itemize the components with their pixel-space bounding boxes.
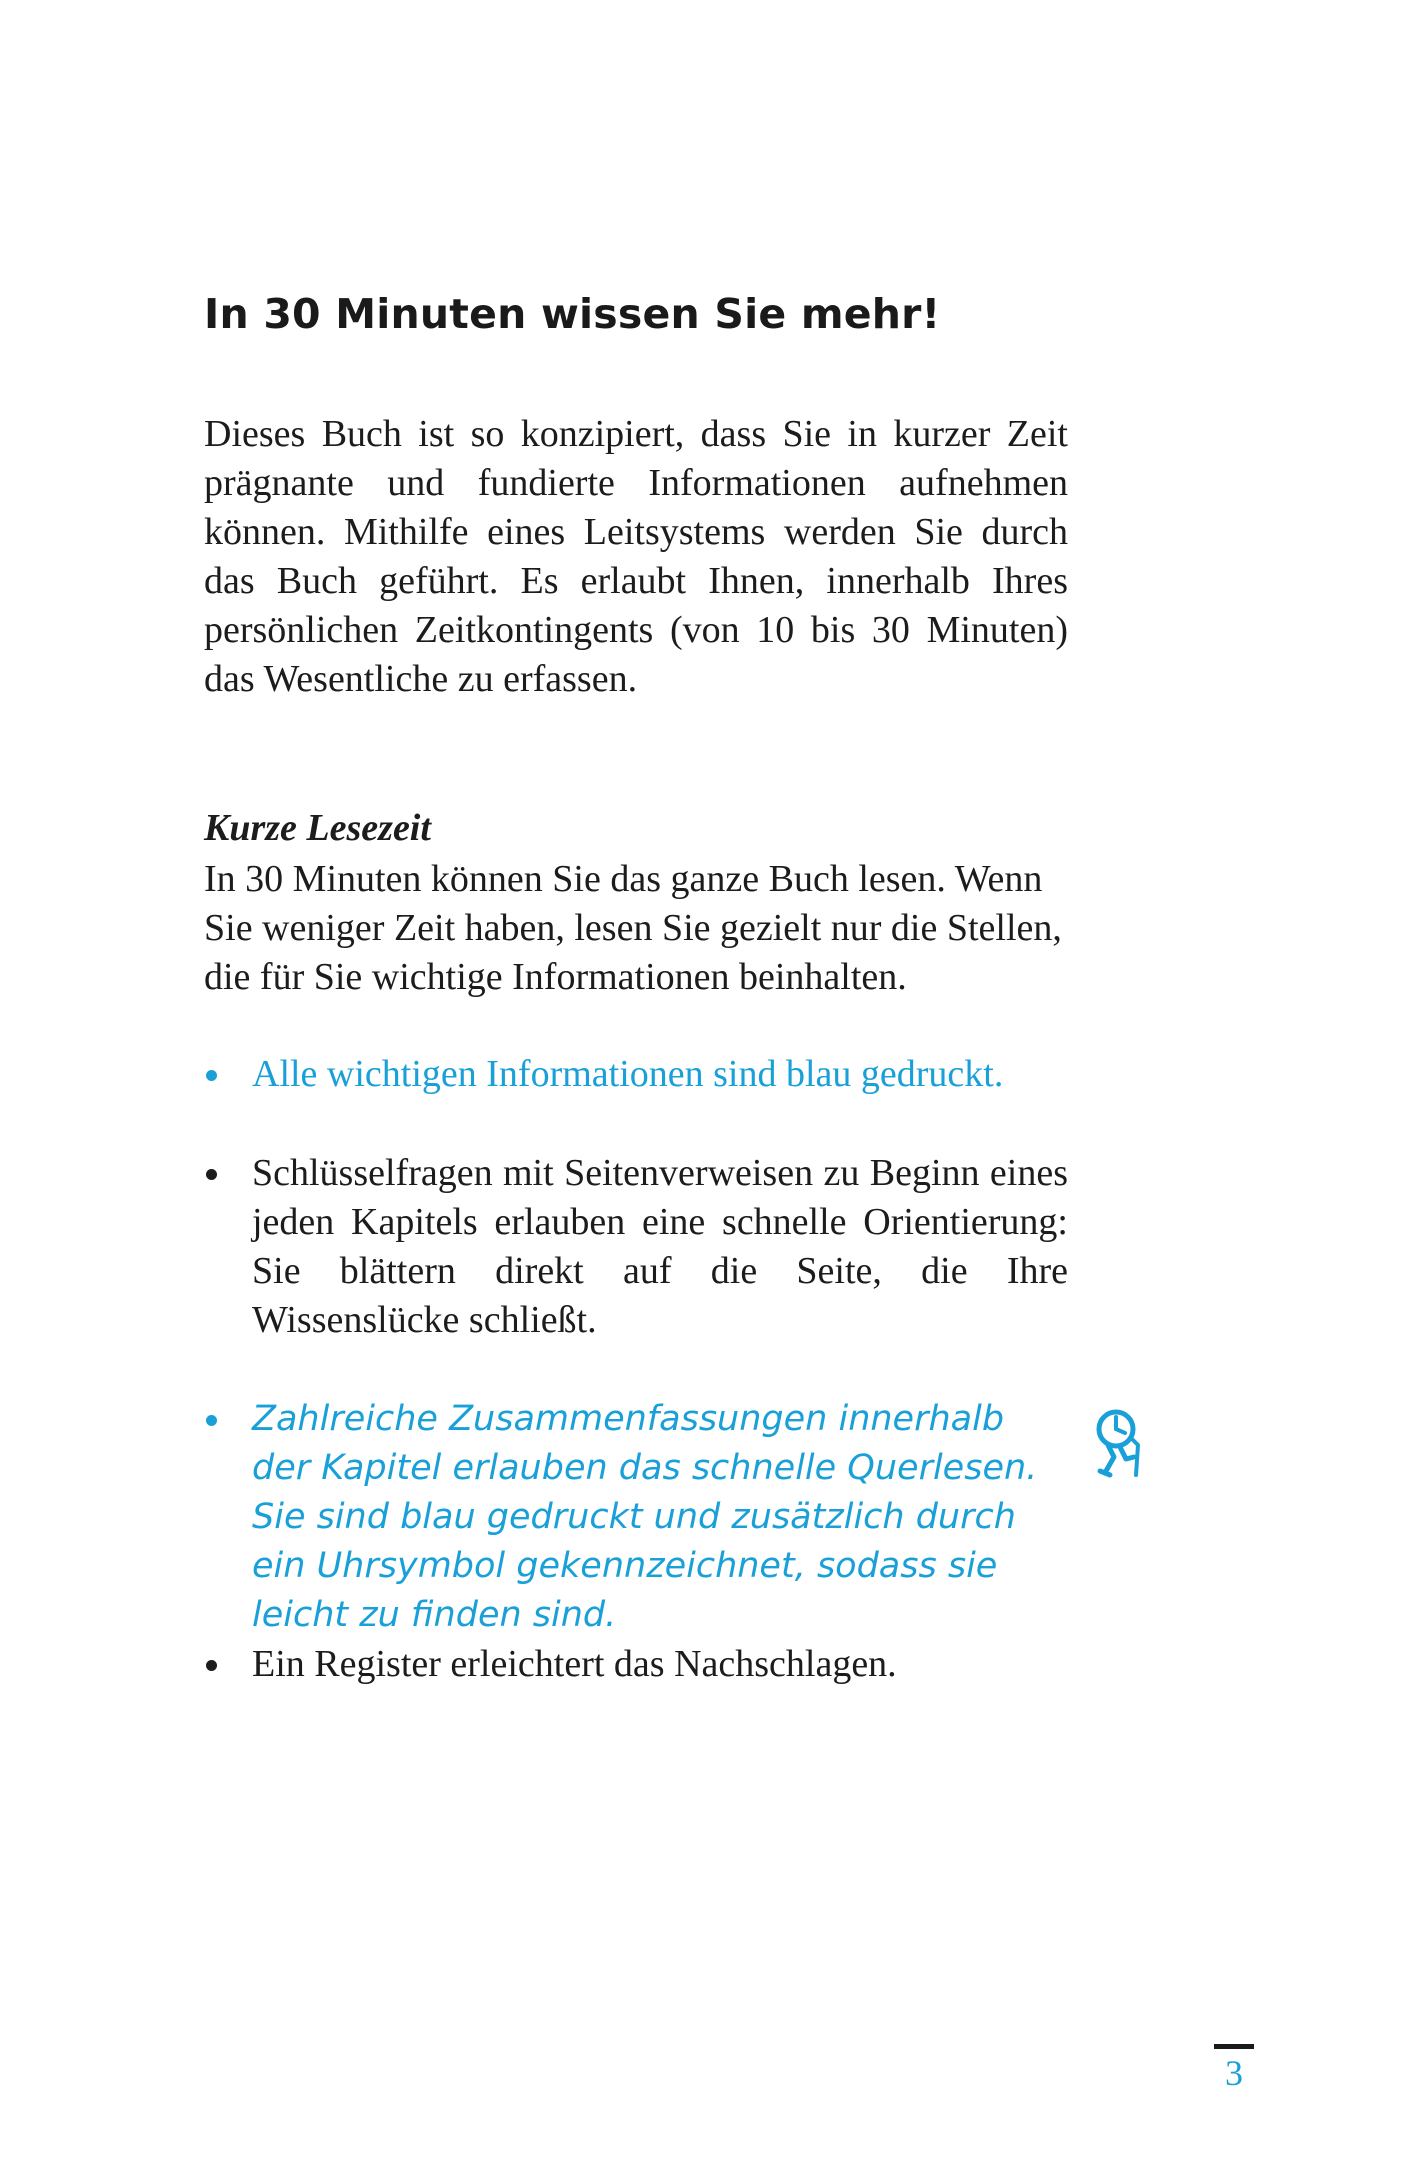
clock-runner-icon	[1090, 1405, 1150, 1485]
page-number-rule	[1214, 2044, 1254, 2049]
page-title: In 30 Minuten wissen Sie mehr!	[204, 290, 941, 338]
page-number: 3	[1225, 2053, 1243, 2093]
bullet-item-summaries	[204, 1395, 1068, 1640]
bullet-dot	[206, 1415, 217, 1426]
bullet-dot	[206, 1660, 217, 1671]
bullet-item-blue-info	[204, 1050, 1068, 1099]
bullet-text: Alle wichtigen Informationen sind blau gedruckt.	[252, 1053, 1004, 1095]
bullet-item-register	[204, 1640, 1068, 1689]
bullet-dot	[206, 1169, 217, 1180]
section-title: Kurze Lesezeit	[204, 807, 431, 849]
bullet-text: Schlüsselfragen mit Seitenverweisen zu Beginn eines jeden Kapitels erlauben eine schnelle Orientierung: Sie blättern direkt auf die Seite, die Ihre Wissenslücke schließt.	[252, 1152, 1068, 1341]
bullet-dot	[206, 1070, 217, 1081]
section-paragraph: In 30 Minuten können Sie das ganze Buch lesen. Wenn Sie weniger Zeit haben, lesen Sie gezielt nur die Stellen, die für Sie wichtige Informationen beinhalten.	[204, 858, 1062, 998]
intro-paragraph: Dieses Buch ist so konzipiert, dass Sie in kurzer Zeit prägnante und fundierte Informationen aufnehmen können. Mithilfe eines Leitsystems werden Sie durch das Buch geführt. Es erlaubt Ihnen, innerhalb Ihres persönlichen Zeitkontingents (von 10 bis 30 Minuten) das Wesentliche zu erfassen.	[204, 413, 1068, 700]
bullet-text: Ein Register erleichtert das Nachschlagen.	[252, 1643, 897, 1685]
bullet-text: Zahlreiche Zusammenfassungen innerhalb der Kapitel erlauben das schnelle Querlesen. Sie sind blau gedruckt und zusätzlich durch ein Uhrsymbol gekennzeichnet, sodass sie leicht zu finden sind.	[252, 1399, 1038, 1635]
bullet-item-key-questions	[204, 1149, 1068, 1345]
